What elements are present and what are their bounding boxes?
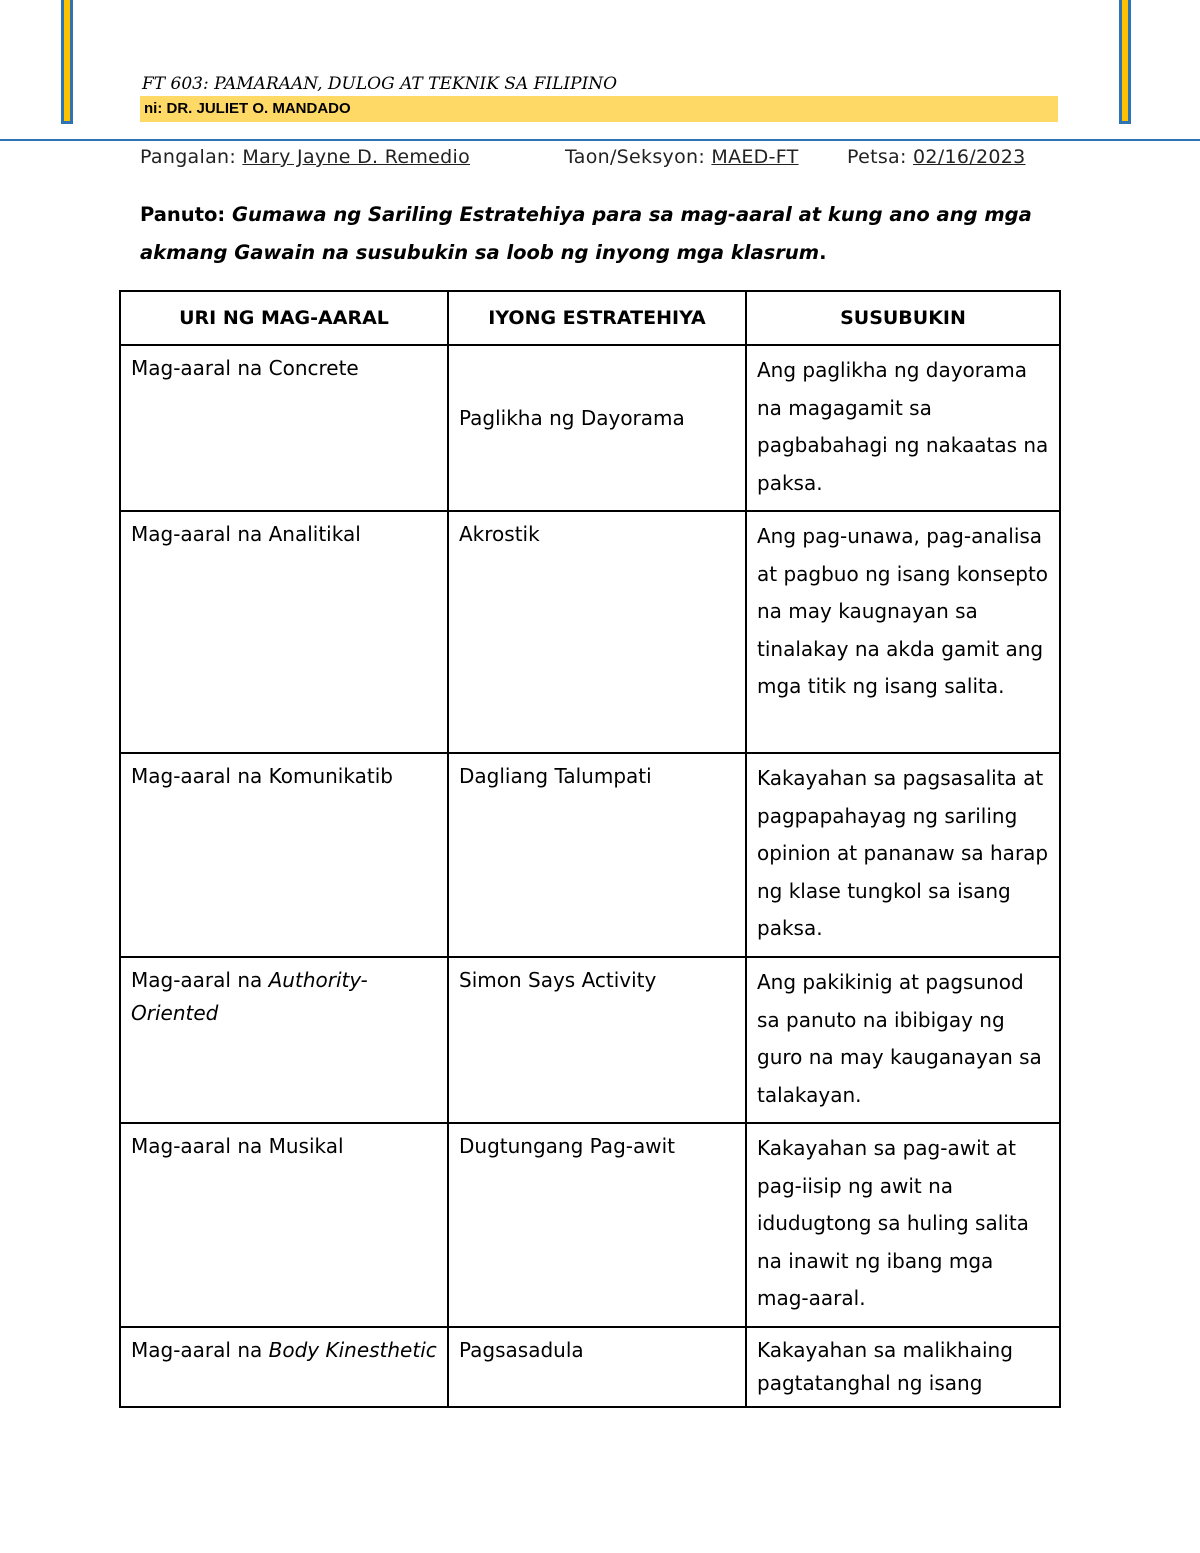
learner-type-text: Mag-aaral na Musikal [131,1134,344,1158]
strategy-cell: Dugtungang Pag-awit [448,1123,746,1327]
table-header-row [120,291,1060,345]
date-value: 02/16/2023 [913,146,1026,168]
table-row [120,1327,1060,1407]
learner-type-text: Mag-aaral na Analitikal [131,522,361,546]
strategy-cell: Pagsasadula [448,1327,746,1407]
name-value: Mary Jayne D. Remedio [242,146,471,168]
instructions-lead: Panuto: [140,203,232,226]
learner-type-text: Mag-aaral na Concrete [131,356,359,380]
learner-type-cell [120,753,448,957]
test-cell: Kakayahan sa malikhaing pagtatanghal ng isang [746,1327,1060,1407]
learner-type-italic: Authority-Oriented [131,968,368,1025]
section-label: Taon/Seksyon: [565,146,706,168]
header-test: SUSUBUKIN [746,291,1060,345]
date-field [847,146,1026,168]
strategy-cell: Dagliang Talumpati [448,753,746,957]
section-field [565,146,799,168]
learner-type-cell [120,345,448,511]
learner-type-cell [120,1123,448,1327]
learner-type-text: Mag-aaral na Komunikatib [131,764,393,788]
date-label: Petsa: [847,146,907,168]
test-cell: Ang pakikinig at pagsunod sa panuto na ibibigay ng guro na may kauganayan sa talakayan. [746,957,1060,1123]
test-cell: Ang pag-unawa, pag-analisa at pagbuo ng isang konsepto na may kaugnayan sa tinalakay na akda gamit ang mga titik ng isang salita. [746,511,1060,753]
test-cell: Ang paglikha ng dayorama na magagamit sa pagbabahagi ng nakaatas na paksa. [746,345,1060,511]
strategy-table [119,290,1061,1408]
strategy-cell: Akrostik [448,511,746,753]
instructions-body: Gumawa ng Sariling Estratehiya para sa mag-aaral at kung ano ang mga akmang Gawain na susubukin sa loob ng inyong mga klasrum [140,203,1032,264]
left-accent-bar [61,0,73,124]
section-value: MAED-FT [711,146,799,168]
author-name: ni: DR. JULIET O. MANDADO [144,100,351,117]
header-strategy: IYONG ESTRATEHIYA [448,291,746,345]
table-row [120,753,1060,957]
learner-type-cell [120,957,448,1123]
instructions [140,196,1040,272]
learner-type-text: Mag-aaral na [131,1338,269,1362]
header-rule [0,139,1200,141]
test-cell: Kakayahan sa pag-awit at pag-iisip ng awit na idudugtong sa huling salita na inawit ng ibang mga mag-aaral. [746,1123,1060,1327]
strategy-cell: Paglikha ng Dayorama [448,345,746,511]
learner-type-cell [120,511,448,753]
learner-type-italic: Body Kinesthetic [268,1338,437,1362]
table-row [120,1123,1060,1327]
right-accent-bar [1119,0,1131,124]
strategy-cell: Simon Says Activity [448,957,746,1123]
course-title: FT 603: PAMARAAN, DULOG AT TEKNIK SA FILIPINO [142,74,618,94]
name-field [140,146,470,168]
instructions-end: . [819,241,827,264]
table-row [120,957,1060,1123]
test-cell: Kakayahan sa pagsasalita at pagpapahayag ng sariling opinion at pananaw sa harap ng klase tungkol sa isang paksa. [746,753,1060,957]
name-label: Pangalan: [140,146,237,168]
header-learner-type: URI NG MAG-AARAL [120,291,448,345]
table-row [120,345,1060,511]
learner-type-text: Mag-aaral na [131,968,269,992]
author-band [140,96,1058,122]
learner-type-cell [120,1327,448,1407]
table-row [120,511,1060,753]
